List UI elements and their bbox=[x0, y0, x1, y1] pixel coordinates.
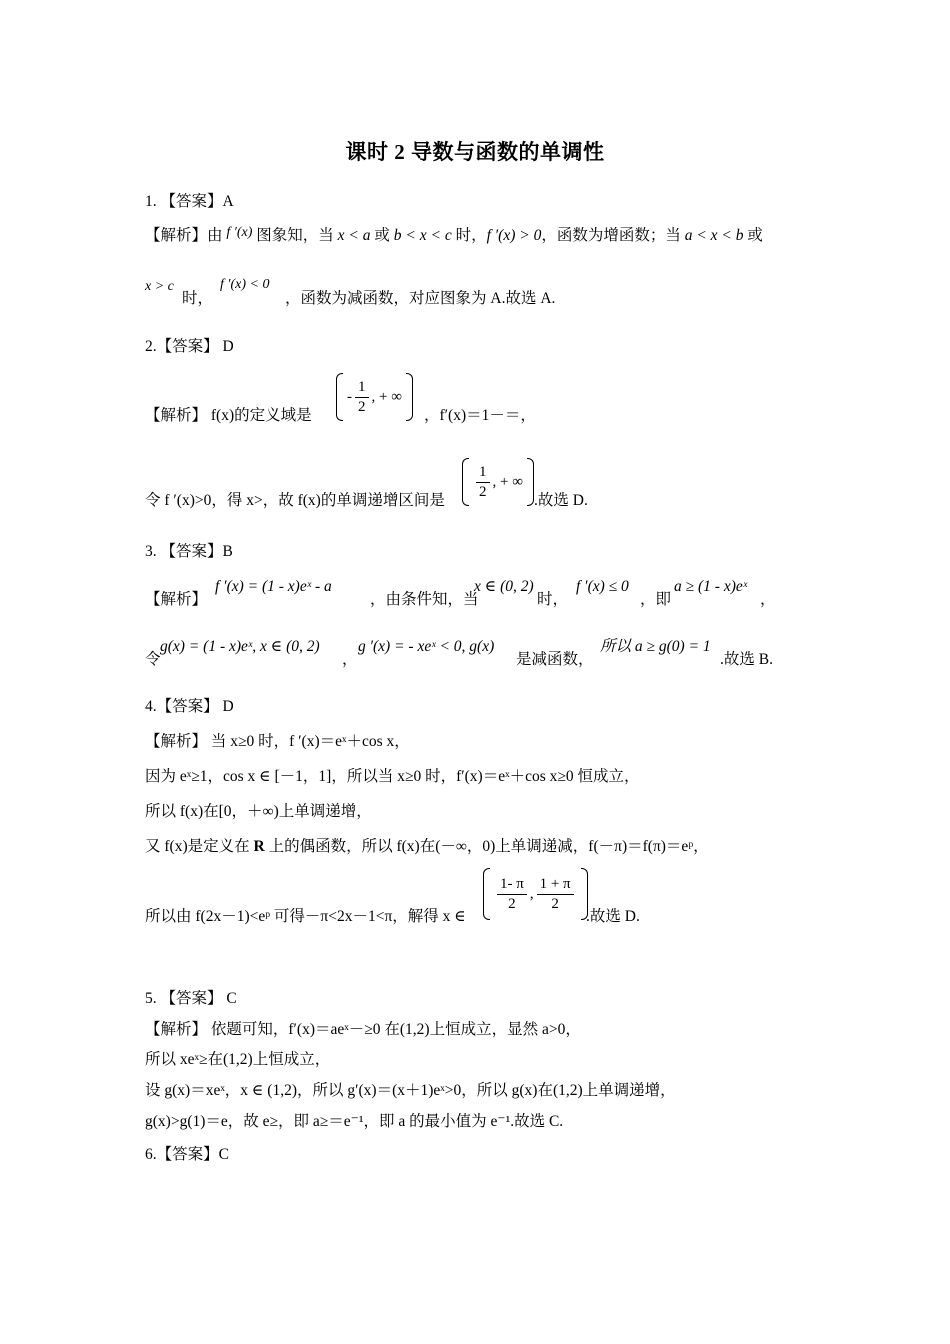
q6-answer: 6.【答案】C bbox=[145, 1146, 229, 1163]
q1-l2-c-wrap bbox=[220, 274, 269, 295]
q4-interval-den2: 2 bbox=[551, 895, 559, 912]
q3-l1-ineq: f ′(x) ≤ 0 bbox=[576, 578, 629, 595]
q1-l2-d: ，函数为减函数，对应图象为 A.故选 A. bbox=[285, 290, 556, 307]
q3-l1-ineq-wrap bbox=[576, 577, 629, 597]
page-title: 课时 2 导数与函数的单调性 bbox=[345, 140, 605, 164]
q1-l2-b: 时， bbox=[182, 290, 214, 307]
q2-interval1-den: 2 bbox=[358, 398, 366, 415]
q2-interval2-den: 2 bbox=[479, 483, 487, 500]
q4-l5-a: 所以由 f(2x－1)<eᵖ 可得－π<2x－1<π，解得 x ∈ bbox=[145, 908, 466, 925]
q4-interval bbox=[483, 866, 588, 922]
q5-l1: 【解析】 依题可知，f′(x)＝aeˣ－≥0 在(1,2)上恒成立，显然 a>0， bbox=[145, 1021, 581, 1038]
q2-l1-a: 【解析】 f(x)的定义域是 bbox=[145, 407, 312, 424]
q4-l4 bbox=[145, 837, 709, 857]
q3-l2-b: ， bbox=[342, 651, 358, 668]
q1-l1-c: 或 bbox=[370, 227, 394, 244]
q2-answer: 2.【答案】 D bbox=[145, 338, 234, 355]
q2-l2-b: .故选 D. bbox=[534, 492, 588, 509]
q1-l1-fprime: f ′(x) bbox=[226, 225, 253, 240]
q4-interval-num1: 1- π bbox=[497, 876, 527, 895]
q3-answer: 3. 【答案】B bbox=[145, 543, 233, 560]
q3-l2-gp: g ′(x) = - xeˣ < 0, g(x) bbox=[358, 638, 495, 655]
q2-interval2-num: 1 bbox=[476, 464, 490, 483]
q2-interval1-num: 1 bbox=[355, 379, 369, 398]
q4-answer: 4.【答案】 D bbox=[145, 698, 234, 715]
q3-l1-d: ，即 bbox=[640, 591, 672, 608]
q4-l3: 所以 f(x)在[0，＋∞)上单调递增， bbox=[145, 803, 372, 820]
q1-l1-c2: b < x < c bbox=[393, 227, 452, 244]
q2-interval2 bbox=[462, 456, 534, 508]
q5-answer: 5. 【答案】 C bbox=[145, 990, 237, 1007]
q4-interval-frac2 bbox=[537, 876, 574, 912]
q1-l1-b: 图象知，当 bbox=[252, 227, 338, 244]
q4-l4-R: R bbox=[253, 838, 265, 855]
q2-interval1-rparen bbox=[406, 373, 413, 421]
q4-l1: 【解析】 当 x≥0 时，f ′(x)＝eˣ＋cos x， bbox=[145, 733, 410, 750]
q2-interval2-right: , + ∞ bbox=[492, 473, 523, 490]
q1-answer: 1. 【答案】A bbox=[145, 193, 234, 210]
q3-l1-res-wrap bbox=[674, 577, 747, 597]
q3-l2-so-wrap bbox=[600, 637, 711, 657]
q3-l1-b: ，由条件知，当 bbox=[370, 591, 479, 608]
q3-l1-c: 时， bbox=[537, 591, 569, 608]
q3-l2-c: 是减函数， bbox=[516, 651, 594, 668]
q1-l1-e: f ′(x) > 0 bbox=[486, 227, 542, 244]
q4-l5-b: .故选 D. bbox=[586, 908, 640, 925]
q1-l1-g: a < x < b bbox=[684, 227, 744, 244]
q4-interval-frac1 bbox=[497, 876, 527, 912]
q2-l2-a: 令 f ′(x)>0，得 x>，故 f(x)的单调递增区间是 bbox=[145, 492, 445, 509]
q4-l2: 因为 eˣ≥1，cos x ∈ [－1，1]，所以当 x≥0 时，f′(x)＝eˣ＋cos x≥0 恒成立， bbox=[145, 768, 640, 785]
q3-l1-res: a ≥ (1 - x)eˣ bbox=[674, 578, 748, 595]
q3-l1-dom-wrap bbox=[474, 577, 534, 597]
q1-l1-h: 或 bbox=[743, 227, 763, 244]
q2-l1-b: ，f′(x)＝1－＝， bbox=[424, 407, 536, 424]
q4-l4-a: 又 f(x)是定义在 bbox=[145, 838, 254, 855]
q3-l1-e: ， bbox=[760, 591, 776, 608]
q3-l2-g-wrap bbox=[160, 637, 320, 657]
q3-l1-expr: f ′(x) = (1 - x)eˣ - a bbox=[215, 578, 332, 595]
q1-l1-f: ，函数为增函数；当 bbox=[541, 227, 685, 244]
q3-l1-a: 【解析】 bbox=[145, 591, 208, 608]
q2-interval1-minus: - bbox=[347, 388, 352, 405]
q5-l3: 设 g(x)＝xeˣ，x ∈ (1,2)，所以 g′(x)＝(x＋1)eˣ>0，所以 g(x)在(1,2)上单调递增， bbox=[145, 1082, 676, 1099]
q3-l2-g: g(x) = (1 - x)eˣ, x ∈ (0, 2) bbox=[160, 638, 320, 655]
q2-interval1 bbox=[336, 371, 413, 423]
q2-interval1-lparen bbox=[336, 373, 343, 421]
q3-l2-gp-wrap bbox=[358, 637, 494, 657]
q4-interval-lparen bbox=[483, 868, 490, 920]
q4-l4-b: 上的偶函数，所以 f(x)在(－∞，0)上单调递减，f(－π)＝f(π)＝eᵖ， bbox=[264, 838, 709, 855]
q4-interval-den1: 2 bbox=[508, 895, 516, 912]
q3-l1-expr-wrap bbox=[215, 577, 332, 597]
q1-l2-c: f ′(x) < 0 bbox=[220, 277, 270, 292]
q1-l2-a-wrap bbox=[145, 276, 174, 297]
q1-l1-d: 时， bbox=[451, 227, 487, 244]
q1-line1 bbox=[145, 226, 763, 247]
q1-l1-c1: x < a bbox=[337, 227, 371, 244]
q3-l1-dom: x ∈ (0, 2) bbox=[474, 578, 534, 595]
q3-l2-a: 令 bbox=[145, 651, 161, 668]
q4-interval-comma: , bbox=[529, 885, 534, 902]
q2-interval2-frac bbox=[476, 464, 490, 500]
q2-interval2-rparen bbox=[527, 458, 534, 506]
q2-interval2-lparen bbox=[462, 458, 469, 506]
q1-l1-a: 【解析】由 bbox=[145, 227, 227, 244]
q3-l2-d: .故选 B. bbox=[720, 651, 773, 668]
q2-interval1-frac bbox=[355, 379, 369, 415]
q5-l4: g(x)>g(1)＝e，故 e≥，即 a≥＝e⁻¹，即 a 的最小值为 e⁻¹.故选 C. bbox=[145, 1113, 564, 1130]
q5-l2: 所以 xeˣ≥在(1,2)上恒成立， bbox=[145, 1051, 331, 1068]
q4-interval-num2: 1 + π bbox=[537, 876, 574, 895]
q3-l2-so: 所以 a ≥ g(0) = 1 bbox=[600, 638, 711, 655]
q2-interval1-right: , + ∞ bbox=[371, 388, 402, 405]
q1-l2-a: x > c bbox=[145, 279, 174, 294]
